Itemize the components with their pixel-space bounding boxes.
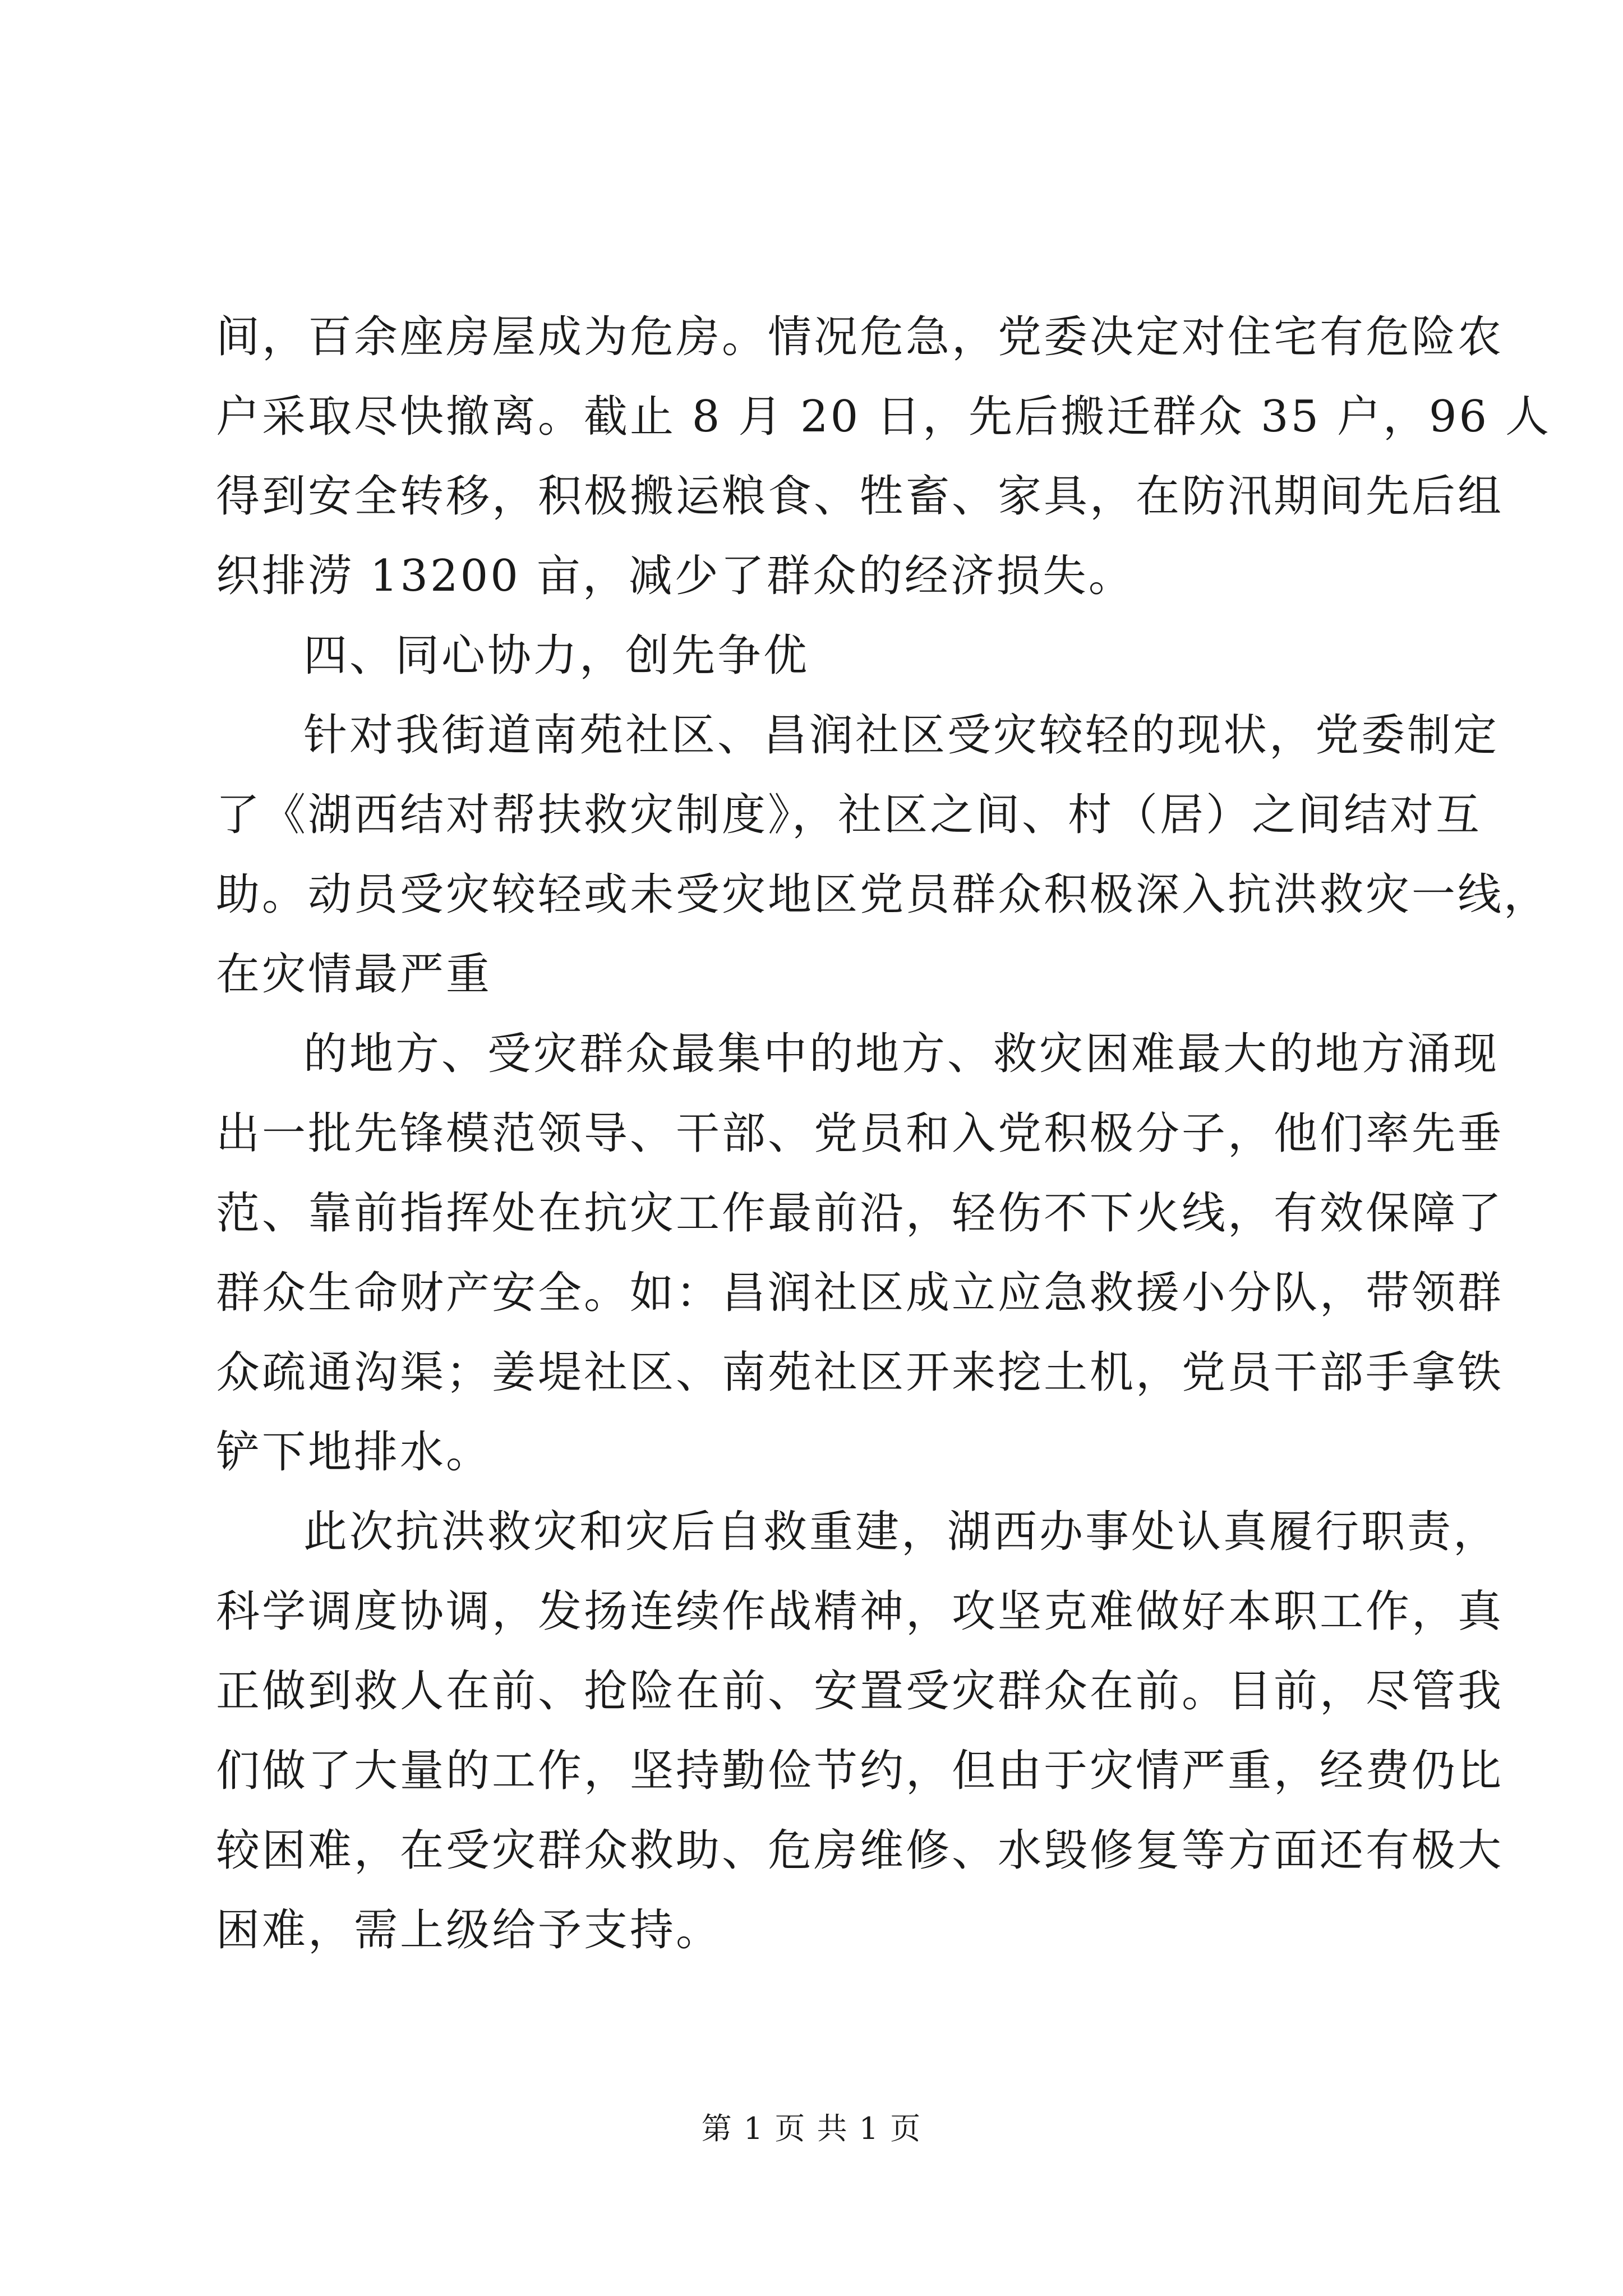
text-line: 针对我街道南苑社区、昌润社区受灾较轻的现状，党委制定	[303, 710, 1500, 761]
text-line: 们做了大量的工作，坚持勤俭节约，但由于灾情严重，经费仍比	[216, 1746, 1504, 1796]
text-line: 范、靠前指挥处在抗灾工作最前沿，轻伤不下火线，有效保障了	[216, 1188, 1504, 1239]
text-line: 间，百余座房屋成为危房。情况危急，党委决定对住宅有危险农	[216, 312, 1504, 362]
text-line: 正做到救人在前、抢险在前、安置受灾群众在前。目前，尽管我	[216, 1666, 1504, 1717]
text-line: 织排涝 13200 亩，减少了群众的经济损失。	[216, 551, 1135, 601]
section-heading: 四、同心协力，创先争优	[303, 631, 810, 681]
text-line: 了《湖西结对帮扶救灾制度》，社区之间、村（居）之间结对互	[216, 790, 1482, 840]
text-line: 在灾情最严重	[216, 949, 492, 1000]
text-line: 群众生命财产安全。如：昌润社区成立应急救援小分队，带领群	[216, 1268, 1504, 1318]
text-line: 众疏通沟渠；姜堤社区、南苑社区开来挖土机，党员干部手拿铁	[216, 1347, 1504, 1398]
text-line: 户采取尽快撤离。截止 8 月 20 日，先后搬迁群众 35 户，96 人	[216, 392, 1551, 442]
text-line: 出一批先锋模范领导、干部、党员和入党积极分子，他们率先垂	[216, 1108, 1504, 1159]
text-line: 困难，需上级给予支持。	[216, 1905, 722, 1955]
text-line: 助。动员受灾较轻或未受灾地区党员群众积极深入抗洪救灾一线，	[216, 869, 1550, 920]
text-line: 较困难，在受灾群众救助、危房维修、水毁修复等方面还有极大	[216, 1825, 1504, 1876]
document-body	[216, 297, 1551, 1970]
text-line: 科学调度协调，发扬连续作战精神，攻坚克难做好本职工作，真	[216, 1586, 1504, 1637]
text-line: 此次抗洪救灾和灾后自救重建，湖西办事处认真履行职责，	[303, 1507, 1500, 1557]
text-line: 铲下地排水。	[216, 1427, 492, 1478]
text-line: 的地方、受灾群众最集中的地方、救灾困难最大的地方涌现	[303, 1029, 1500, 1079]
page-number-footer: 第 1 页 共 1 页	[701, 2111, 922, 2146]
text-line: 得到安全转移，积极搬运粮食、牲畜、家具，在防汛期间先后组	[216, 471, 1504, 522]
